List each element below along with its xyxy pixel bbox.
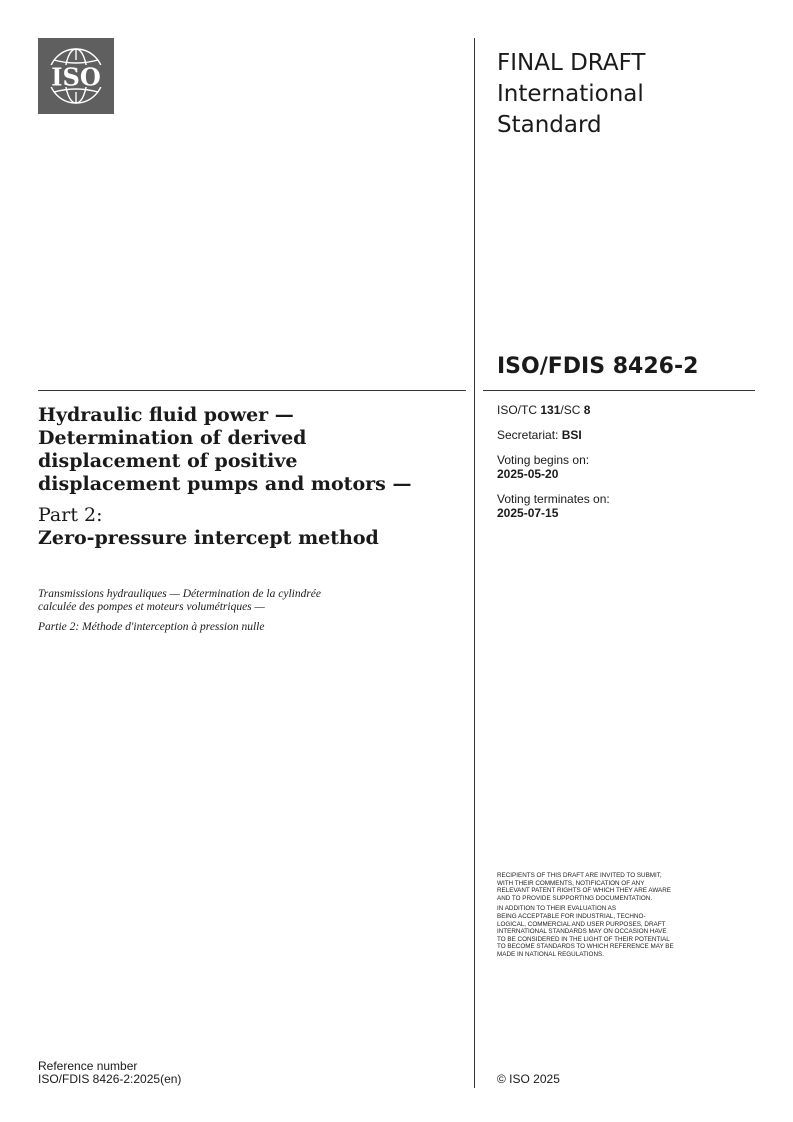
notice-line: LOGICAL, COMMERCIAL AND USER PURPOSES, DRAFT — [497, 920, 666, 928]
document-status — [497, 48, 757, 141]
french-part: Partie 2: Méthode d'interception à pression nulle — [38, 621, 265, 633]
reference-number — [38, 1060, 181, 1086]
document-number: ISO/FDIS 8426-2 — [497, 354, 699, 379]
title-line-2: Determination of derived — [38, 427, 307, 449]
status-line-3: Standard — [497, 112, 602, 138]
voting-terminates-label: Voting terminates on: — [497, 492, 610, 506]
notice-line: WITH THEIR COMMENTS, NOTIFICATION OF ANY — [497, 879, 645, 887]
notice-paragraph-2 — [497, 905, 755, 958]
copyright: © ISO 2025 — [497, 1072, 560, 1086]
committee — [497, 403, 747, 417]
draft-notice — [497, 872, 755, 962]
main-title — [38, 404, 463, 550]
committee-sc: 8 — [583, 403, 591, 417]
status-line-1: FINAL DRAFT — [497, 50, 646, 76]
part-subtitle: Zero-pressure intercept method — [38, 527, 379, 549]
notice-line: TO BECOME STANDARDS TO WHICH REFERENCE MAY BE — [497, 943, 674, 951]
notice-line: BEING ACCEPTABLE FOR INDUSTRIAL, TECHNO- — [497, 912, 646, 920]
french-title-main — [38, 588, 438, 614]
horizontal-divider-right — [483, 390, 755, 391]
notice-line: IN ADDITION TO THEIR EVALUATION AS — [497, 905, 617, 913]
voting-begins — [497, 453, 747, 481]
secretariat — [497, 428, 747, 442]
notice-line: AND TO PROVIDE SUPPORTING DOCUMENTATION. — [497, 894, 653, 902]
vertical-divider — [474, 38, 475, 1088]
horizontal-divider-left — [38, 390, 466, 391]
document-metadata — [497, 403, 747, 531]
voting-begins-date: 2025-05-20 — [497, 467, 559, 481]
iso-logo — [38, 38, 114, 114]
notice-line: MADE IN NATIONAL REGULATIONS. — [497, 950, 604, 958]
title-line-1: Hydraulic fluid power — — [38, 404, 294, 426]
french-title — [38, 588, 438, 641]
french-line-2: calculée des pompes et moteurs volumétriques — — [38, 601, 265, 613]
committee-prefix: ISO/TC — [497, 403, 541, 417]
notice-line: RELEVANT PATENT RIGHTS OF WHICH THEY ARE AWARE — [497, 887, 672, 895]
committee-sep: /SC — [560, 403, 584, 417]
french-line-1: Transmissions hydrauliques — Détermination de la cylindrée — [38, 588, 322, 600]
part-label: Part 2: — [38, 504, 103, 526]
committee-tc: 131 — [540, 403, 561, 417]
voting-terminates — [497, 492, 747, 520]
title-line-4: displacement pumps and motors — — [38, 473, 412, 495]
notice-line: RECIPIENTS OF THIS DRAFT ARE INVITED TO SUBMIT, — [497, 872, 662, 879]
status-line-2: International — [497, 81, 644, 107]
secretariat-value: BSI — [561, 428, 582, 442]
reference-label: Reference number — [38, 1059, 138, 1073]
notice-line: TO BE CONSIDERED IN THE LIGHT OF THEIR POTENTIAL — [497, 935, 670, 943]
reference-value: ISO/FDIS 8426-2:2025(en) — [38, 1072, 182, 1086]
voting-begins-label: Voting begins on: — [497, 453, 590, 467]
title-line-3: displacement of positive — [38, 450, 298, 472]
notice-line: INTERNATIONAL STANDARDS MAY ON OCCASION HAVE — [497, 928, 667, 936]
globe-icon — [38, 38, 114, 114]
secretariat-label: Secretariat: — [497, 428, 562, 442]
notice-paragraph-1 — [497, 872, 755, 902]
voting-terminates-date: 2025-07-15 — [497, 506, 559, 520]
logo-text: ISO — [51, 62, 101, 92]
